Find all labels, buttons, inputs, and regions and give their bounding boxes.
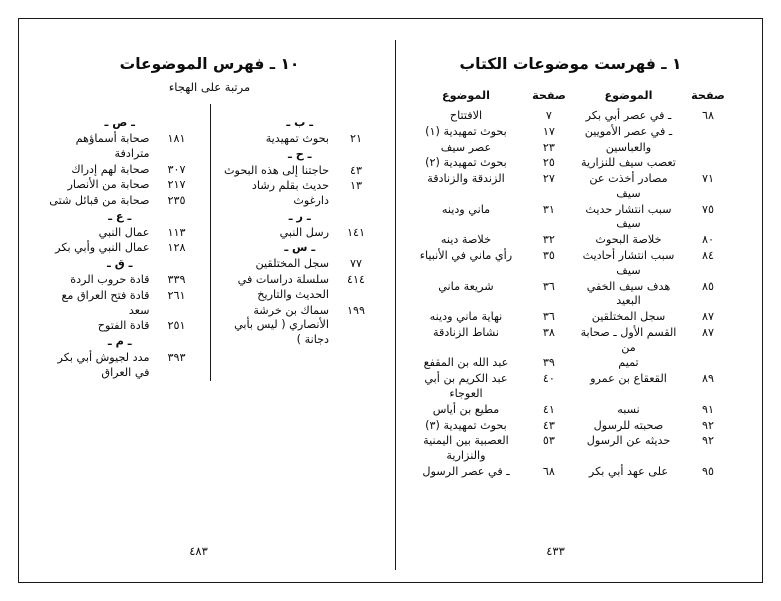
table-row [219,273,382,304]
table-row [38,162,202,178]
group-letter: ـ ق ـ [107,257,133,271]
table-row [38,288,202,319]
table-row [408,310,733,326]
entry-page: ٢١ [349,131,363,145]
entry-topic: نشاط الزنادقة [432,325,499,339]
table-row [408,418,733,434]
table-row [408,249,733,280]
group-heading-row [219,147,382,163]
entry-topic: مدد لجيوش أبي بكر في العراق [57,350,150,379]
table-row [38,178,202,194]
entry-topic: مصادر أخذت عن سيف [589,172,668,200]
entry-topic: الافتتاح [449,108,483,122]
table-row [219,303,382,348]
entry-page: ٩٥ [701,464,715,478]
entry-topic: صحابة لهم إدراك [71,162,150,176]
table-row [38,319,202,335]
entry-topic: عمال النبي وأبي بكر [55,241,150,255]
entry-page: ٣٢ [542,233,555,247]
header-page-outer: صفحة [532,88,566,102]
entry-page: ٣٩ [542,356,555,370]
entry-page: ٨٤ [701,249,715,262]
entry-topic: سبب انتشار أحاديث سيف [582,249,675,277]
table-row [408,233,733,249]
entry-page: ٢٥ [542,156,555,170]
entry-page: ٧١ [701,172,715,186]
entry-page: ٥٣ [542,434,555,448]
table-row [408,402,733,418]
entry-page: ٩٢ [701,434,715,448]
group-heading-row [219,116,382,132]
group-letter: ـ ع ـ [108,209,132,223]
left-page [30,40,396,570]
group-heading-row [38,257,202,273]
group-letter: ـ ح ـ [287,147,312,161]
table-row [408,202,733,233]
table-row [38,273,202,289]
entry-page [683,124,733,140]
entry-page: ٣٣٩ [167,273,186,286]
table-row [408,372,733,403]
entry-page: ٢٥١ [167,319,186,333]
entry-topic: رسل النبي [279,225,329,239]
entry-topic: بحوث تمهيدية (١) [425,124,507,138]
right-page [396,40,751,570]
entry-page: ٢٣ [542,140,555,154]
entry-page: ٣٦ [542,310,555,324]
entry-topic: تعصب سيف للنزارية [581,156,676,170]
entry-page: ٤٠ [542,372,555,386]
entry-topic: تميم [618,356,639,370]
table-row [219,257,382,273]
entry-topic: ماني ودينه [441,202,491,216]
left-page-column-b [210,104,382,381]
left-page-column-a [38,104,210,381]
entry-topic: بحوث تمهيدية (٢) [425,156,507,170]
entry-page: ٨٧ [701,310,715,324]
entry-topic: شريعة ماني [438,279,494,293]
entry-page: ٢٦١ [167,288,186,302]
table-row [408,464,733,480]
entry-page: ٤٣ [542,418,555,432]
entry-page: ٣٠٧ [167,162,186,176]
entry-page: ٣٥ [542,249,555,262]
entry-page: ٧٥ [701,202,715,216]
table-header-row [408,88,733,109]
entry-topic: عصر سيف [440,140,492,154]
table-row [38,241,202,257]
table-row [38,225,202,241]
table-row [219,179,382,210]
entry-page: ٢٣٥ [167,194,186,208]
entry-page: ٨٧ [701,325,715,339]
entry-topic: صحبته للرسول [593,418,664,432]
entry-page: ٨٩ [701,372,715,386]
left-page-folio: ٤٨٣ [189,544,208,558]
entry-topic: حديث بقلم رشاد دارغوث [251,179,329,208]
entry-page: ٢٧ [542,172,555,186]
entry-page: ٩٢ [701,418,715,432]
entry-page: ١١٣ [167,225,186,239]
entry-topic: بحوث تمهيدية [265,131,329,145]
entry-topic: حديثه عن الرسول [586,434,671,448]
entry-page: ٨٠ [701,233,715,247]
entry-topic: القسم الأول ـ صحابة من [580,325,677,354]
table-row [408,325,733,356]
entry-topic: قادة الفتوح [97,319,150,333]
entry-page [683,356,733,372]
entry-topic: صحابة من الأنصار [67,178,150,192]
entry-topic: قادة حروب الردة [70,273,150,286]
table-row [38,194,202,210]
header-topic-outer: الموضوع [441,88,490,102]
alpha-group-table-a [38,116,202,381]
entry-topic: رأي ماني في الأنبياء [419,249,513,262]
group-letter: ـ ص ـ [104,116,135,130]
group-letter: ـ ب ـ [286,116,314,130]
entry-page [683,156,733,172]
entry-topic: نسبه [617,402,640,416]
entry-topic: على عهد أبي بكر [588,464,669,478]
left-page-title: ١٠ ـ فهرس الموضوعات [119,55,300,73]
table-row [219,225,382,241]
entry-page: ٣٩٣ [167,350,186,364]
table-row [219,131,382,147]
entry-topic: سبب انتشار حديث سيف [585,202,672,231]
entry-topic: سماك بن خرشة الأنصاري ( ليس بأبي دجانة ) [234,303,329,347]
entry-topic: العصبية بين اليمنية والنزارية [423,434,509,463]
right-page-folio: ٤٣٣ [546,544,565,558]
entry-topic: والعباسين [605,140,652,154]
entry-page [683,140,733,156]
right-page-index-table [408,88,733,481]
table-row [408,279,733,310]
group-letter: ـ م ـ [107,335,132,349]
entry-page: ١٤١ [346,225,366,239]
entry-page: ٣١ [542,202,555,216]
right-page-title: ١ ـ فهرست موضوعات الكتاب [459,55,682,73]
entry-page: ١٧ [542,124,555,138]
table-row [38,131,202,162]
entry-topic: صحابة من قبائل شتى [49,194,150,208]
group-heading-row [38,335,202,351]
entry-page: ١٣ [349,179,363,193]
group-letter: ـ ر ـ [288,209,311,223]
entry-topic: عبد الكريم بن أبي العوجاء [424,372,508,401]
entry-page: ٤١ [542,402,555,416]
entry-topic: سلسلة دراسات في الحديث والتاريخ [237,273,329,301]
entry-topic: عمال النبي [98,225,150,239]
entry-topic: قادة فتح العراق مع سعد [61,288,150,317]
entry-topic: سجل المختلقين [591,310,666,324]
entry-page: ٧٧ [349,257,363,271]
group-heading-row [38,209,202,225]
group-heading-row [219,209,382,225]
table-row [408,124,733,140]
entry-topic: خلاصة البحوث [595,233,662,247]
entry-topic: عبد الله بن المقفع [423,356,509,370]
entry-page: ١٩٩ [346,303,366,317]
header-topic-inner: الموضوع [604,88,653,102]
table-row [408,434,733,465]
entry-page: ٦٨ [701,108,715,122]
table-row [408,140,733,156]
group-letter: ـ س ـ [284,241,316,255]
entry-page: ٦٨ [542,464,555,478]
table-row [219,163,382,179]
entry-page: ٧ [545,108,552,122]
entry-page: ٨٥ [701,279,715,293]
table-row [408,156,733,172]
left-page-columns [38,104,381,381]
entry-page: ٩١ [701,402,715,416]
entry-topic: ـ في عصر الأمويين [584,124,673,138]
alpha-group-table-b [219,116,382,349]
entry-topic: هدف سيف الخفي البعيد [586,279,671,308]
entry-topic: نهاية ماني ودينه [429,310,503,324]
entry-topic: خلاصة دينه [440,233,492,247]
entry-page: ٢١٧ [167,178,186,192]
entry-topic: القعقاع بن عمرو [590,372,667,386]
table-row [38,350,202,381]
entry-page: ١٢٨ [167,241,186,255]
entry-topic: بحوث تمهيدية (٣) [425,418,507,432]
table-row [408,172,733,203]
entry-page: ٤٣ [349,163,363,177]
entry-topic: الزندقة والزنادقة [427,172,505,186]
left-page-subtitle: مرتبة على الهجاء [168,79,251,94]
entry-topic: سجل المختلقين [255,257,329,271]
table-row [408,108,733,124]
table-row [408,356,733,372]
entry-page: ٤١٤ [346,273,366,286]
group-heading-row [38,116,202,132]
entry-page: ٣٦ [542,279,555,293]
entry-page: ١٨١ [167,131,186,145]
entry-page: ٣٨ [542,325,555,339]
two-page-spread [30,40,751,570]
group-heading-row [219,241,382,257]
entry-topic: ـ في عصر الرسول [422,464,510,478]
entry-topic: ـ في عصر أبي بكر [585,108,672,122]
entry-topic: حاجتنا إلى هذه البحوث [224,163,329,177]
header-page-inner: صفحة [691,88,725,102]
entry-topic: مطيع بن أياس [432,402,500,416]
entry-topic: صحابة أسماؤهم مترادفة [75,131,150,160]
